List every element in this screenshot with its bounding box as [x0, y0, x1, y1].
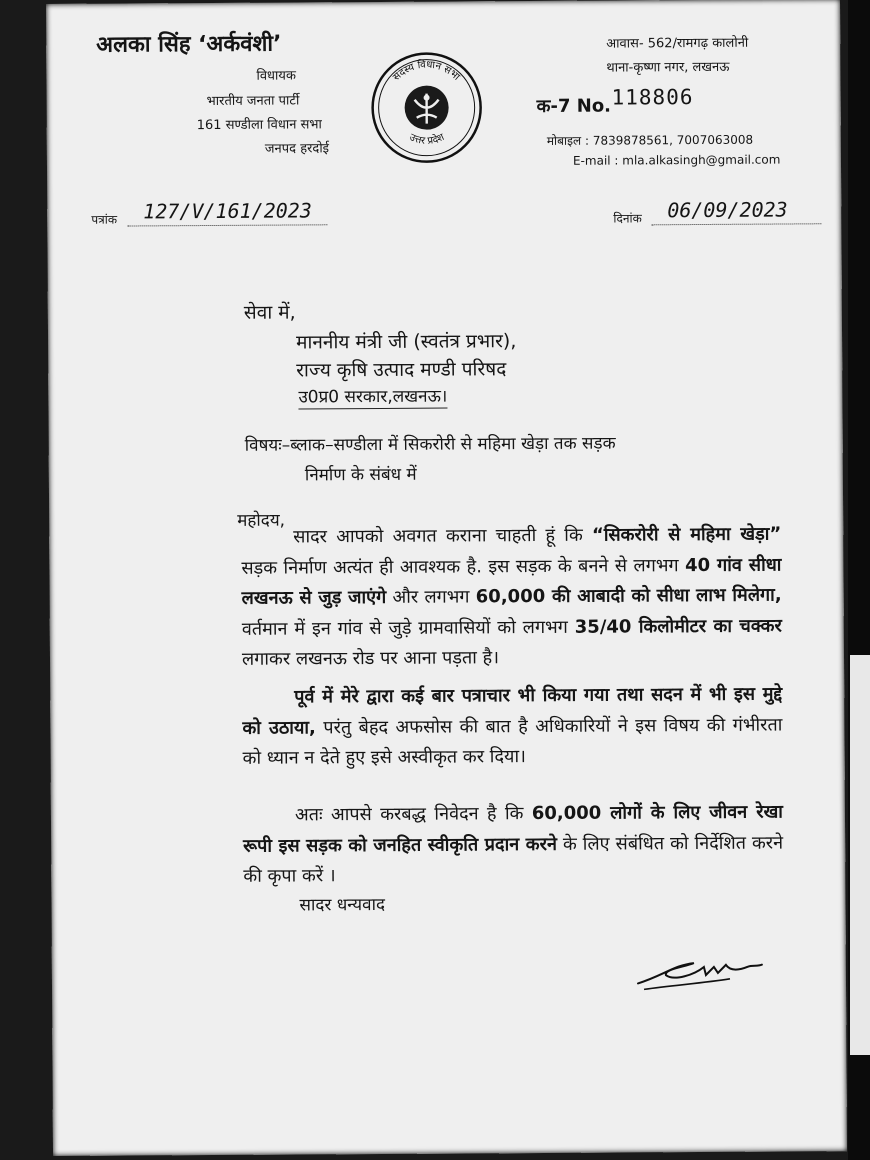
recipient-line-2: राज्य कृषि उत्पाद मण्डी परिषद	[296, 358, 507, 382]
p3-text-a: अतः आपसे करबद्ध निवेदन है कि	[294, 803, 532, 826]
letter-date: 06/09/2023	[667, 197, 788, 223]
party-name: भारतीय जनता पार्टी	[206, 93, 300, 110]
email-address: E-mail : mla.alkasingh@gmail.com	[572, 152, 781, 168]
p1-distance: 35/40 किलोमीटर का चक्कर	[574, 615, 782, 638]
serial-number: 118806	[611, 85, 694, 110]
closing-thanks: सादर धन्यवाद	[299, 894, 386, 916]
district: जनपद हरदोई	[264, 141, 330, 157]
p1-road-name: “सिकरोरी से महिमा खेड़ा”	[591, 523, 782, 546]
recipient-line-1: माननीय मंत्री जी (स्वतंत्र प्रभार),	[296, 330, 517, 354]
seal-text-top: सदस्य विधान सभा	[391, 59, 462, 84]
greeting: महोदय,	[237, 510, 286, 531]
recipient-line-3-text: उ0प्र0 सरकार,लखनऊ।	[298, 386, 448, 408]
p1-text-g: वर्तमान में इन गांव से जुड़े ग्रामवासियों को लगभग	[241, 616, 575, 640]
mobile-numbers: मोबाइल : 7839878561, 7007063008	[546, 132, 754, 148]
paragraph-2	[242, 680, 783, 775]
date-label: दिनांक	[613, 211, 642, 226]
p3-text-bold: 60,000 लोगों के लिए जीवन रेखा रूपी इस सड़क को जनहित स्वीकृति प्रदान करने	[243, 801, 784, 857]
p3-text-c: के लिए संबंधित को निर्देशित करने की कृपा करें ।	[243, 832, 784, 887]
designation: विधायक	[256, 68, 296, 84]
svg-text:उत्तर प्रदेश	[408, 132, 447, 147]
recipient-line-3	[298, 384, 447, 408]
serial-label: क-7 No.	[536, 95, 612, 118]
p1-text-i: लगाकर लखनऊ रोड पर आना पड़ता है।	[241, 647, 500, 670]
salutation-line: सेवा में,	[243, 301, 296, 324]
background-paper-edge	[850, 655, 870, 1055]
constituency: 161 सण्डीला विधान सभा	[196, 117, 322, 134]
handwritten-signature	[634, 945, 784, 996]
reference-label: पत्रांक	[91, 212, 118, 227]
p2-text: परंतु बेहद अफसोस की बात है अधिकारियों ने इस विषय की गंभीरता को ध्यान न देते हुए इसे अस्वीकृत कर दिया।	[242, 714, 783, 769]
police-station: थाना-कृष्णा नगर, लखनऊ	[606, 59, 730, 76]
p1-villages: 40 गांव सीधा लखनऊ से जुड़ जाएंगे	[241, 554, 782, 609]
p2-text-bold: पूर्व में मेरे द्वारा कई बार पत्राचार भी किया गया तथा सदन में भी इस मुद्दे को उठाया,	[242, 683, 783, 739]
p1-text-e: और लगभग	[386, 586, 476, 608]
assembly-seal	[368, 49, 485, 166]
date-dotted-line	[651, 223, 821, 225]
p1-population: 60,000 की आबादी को सीधा लाभ मिलेगा,	[475, 584, 782, 608]
subject-line-2: निर्माण के संबंध में	[304, 464, 417, 486]
letter-page	[46, 0, 847, 1156]
mla-name: अलका सिंह ‘अर्कवंशी’	[96, 31, 282, 58]
paragraph-1	[241, 520, 782, 676]
p1-text-a: सादर आपको अवगत कराना चाहती हूं कि	[293, 524, 593, 548]
residence-address: आवास- 562/रामगढ़ कालोनी	[606, 35, 749, 52]
p1-text-c: सड़क निर्माण अत्यंत ही आवश्यक है. इस सड़क के बनने से लगभग	[241, 554, 686, 579]
reference-dotted-line	[127, 224, 327, 226]
reference-number: 127/V/161/2023	[143, 198, 312, 224]
seal-text-bottom: उत्तर प्रदेश	[407, 131, 447, 147]
subject-line-1: विषयः–ब्लाक–सण्डीला में सिकरोरी से महिमा खेड़ा तक सड़क	[244, 433, 616, 456]
svg-text:सदस्य विधान सभा	[391, 58, 462, 83]
paragraph-3	[243, 798, 784, 893]
